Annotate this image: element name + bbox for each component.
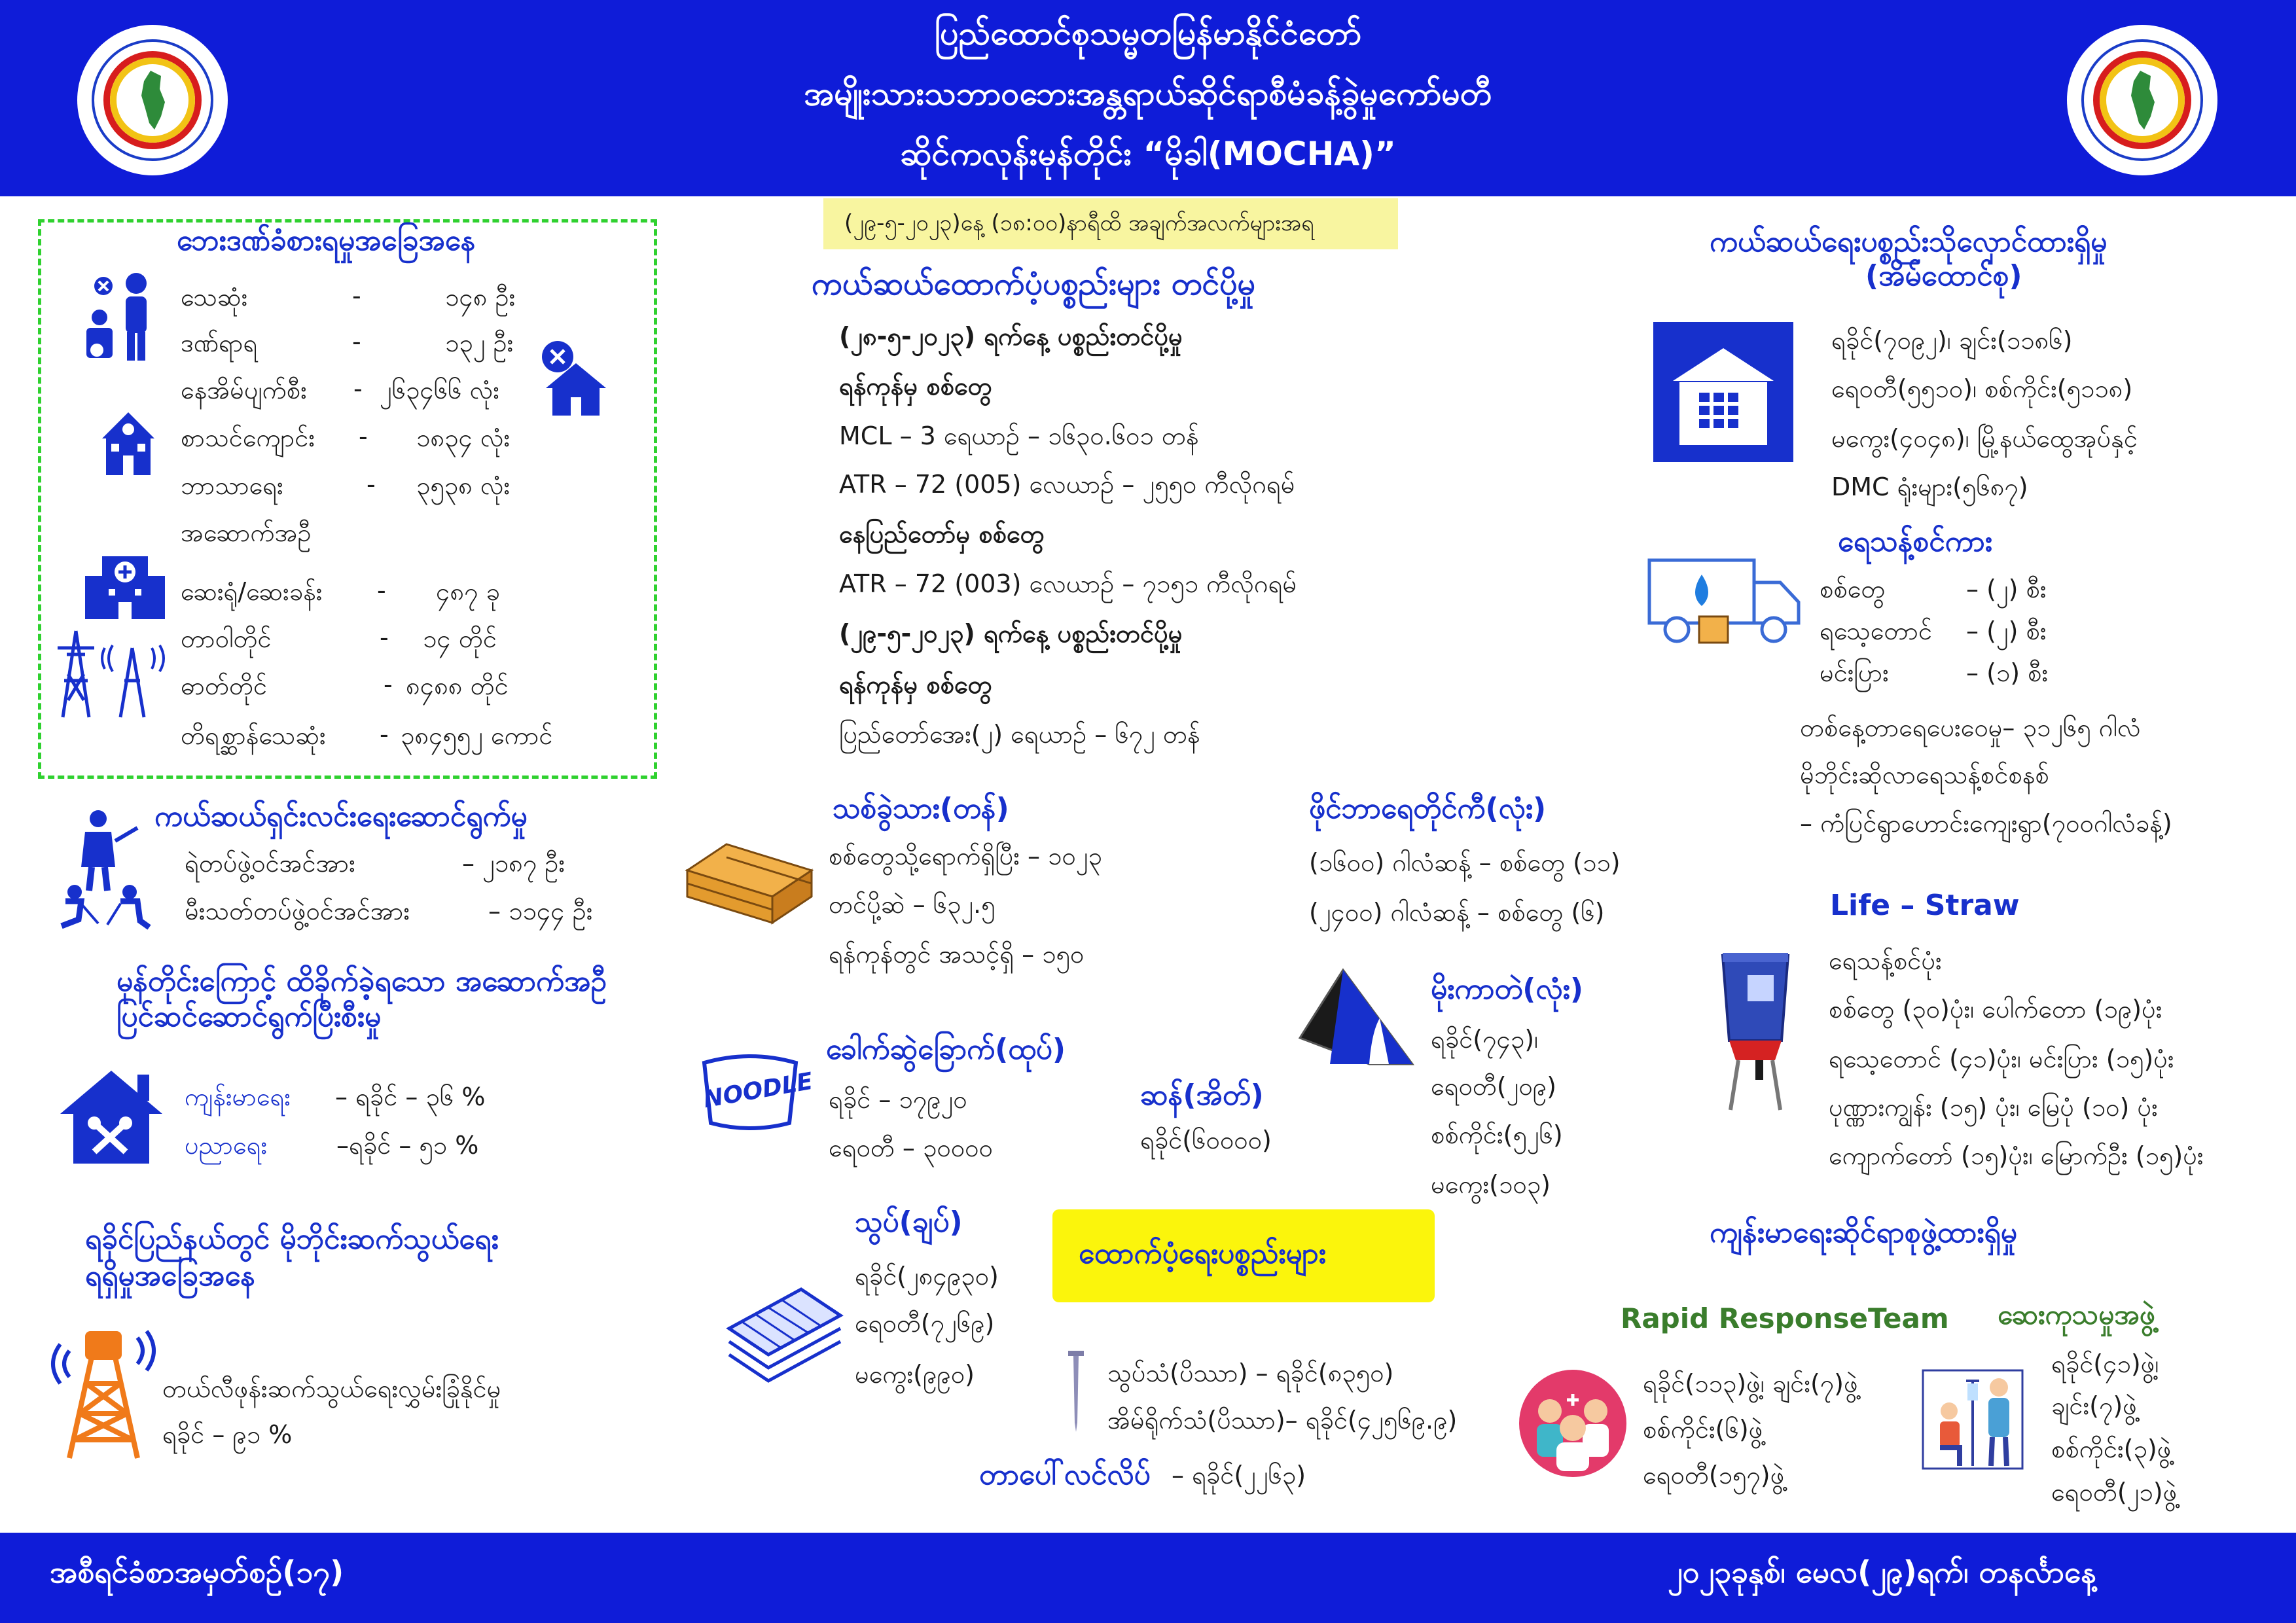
damage-label: တာဝါတိုင် — [181, 624, 272, 653]
damage-label: ဆေးရုံ/ဆေးခန်း — [181, 577, 323, 606]
repair-value-education: –ရခိုင် – ၅၁ % — [336, 1131, 479, 1160]
warehouse-row: မကွေး(၄၀၄၈)၊ မြို့နယ်ထွေအုပ်နှင့် — [1831, 424, 2138, 453]
lifestraw-row: ကျောက်တော် (၁၅)ပုံး၊ မြောက်ဦး (၁၅)ပုံး — [1829, 1141, 2204, 1170]
water-truck-value: – (၁) စီး — [1966, 658, 2049, 687]
water-truck-label: မင်းပြား — [1820, 658, 1889, 687]
tarp-row: မကွေး(၁၀၃) — [1431, 1170, 1551, 1199]
damage-label: တိရစ္ဆာန်သေဆုံး — [181, 721, 326, 750]
airlift-line: ATR – 72 (003) လေယာဉ် – ၇၁၅၁ ကီလိုဂရမ် — [839, 569, 1297, 598]
repair-label-health: ကျန်းမာရေး — [185, 1082, 291, 1111]
tarp-row: စစ်ကိုင်း(၅၂၆) — [1431, 1120, 1563, 1149]
nail-icon — [1067, 1351, 1086, 1436]
warehouse-row: ရခိုင်(၇၀၉၂)၊ ချင်း(၁၁၈၆) — [1831, 326, 2073, 355]
rescue-title: ကယ်ဆယ်ရှင်းလင်းရေးဆောင်ရွက်မှု — [154, 800, 528, 833]
lifestraw-row: ပုဏ္ဏားကျွန်း (၁၅) ပုံး၊ မြေပုံ (၁၀) ပုံး — [1829, 1093, 2158, 1122]
rice-row: ရခိုင်(၆၀၀၀၀) — [1140, 1126, 1272, 1154]
committee-logo-right — [2067, 25, 2217, 175]
noodle-title: ခေါက်ဆွဲခြောက်(ထုပ်) — [826, 1033, 1066, 1066]
damage-value: ၃၈၄၅၅၂ ကောင် — [401, 721, 553, 750]
telecom-title-line2: ရရှိမှုအခြေအနေ — [85, 1259, 256, 1293]
solar-village-note: – ကံပြင်ရွာဟောင်းကျေးရွာ(၇၀၀ဂါလံခန့်) — [1800, 809, 2172, 838]
rice-title: ဆန်(အိတ်) — [1140, 1079, 1264, 1112]
medical-team-icon — [1517, 1368, 1628, 1479]
rrt-title: Rapid ResponseTeam — [1621, 1302, 1949, 1334]
damage-sep: - — [359, 422, 368, 451]
damage-sep: - — [384, 670, 393, 699]
hospital-icon — [82, 550, 168, 622]
school-icon — [96, 406, 161, 478]
zinc-row: ရခိုင်(၂၈၄၉၃၀) — [855, 1262, 999, 1291]
telecom-line1: တယ်လီဖုန်းဆက်သွယ်ရေးလွှမ်းခြုံနိုင်မှု — [162, 1374, 501, 1403]
destroyed-house-icon — [538, 337, 610, 416]
damage-label: သေဆုံး — [181, 283, 248, 312]
tarp-row: ရေ၀တီ(၂၀၉) — [1431, 1072, 1556, 1101]
warehouse-row: DMC ရုံးများ(၅၆၈၇) — [1831, 473, 2028, 501]
committee-logo-left — [77, 25, 228, 175]
report-number: အစီရင်ခံစာအမှတ်စဉ်(၁၇) — [50, 1554, 344, 1590]
rrt-row: စစ်ကိုင်း(၆)ဖွဲ့ — [1643, 1415, 1763, 1444]
repair-title-line1: မုန်တိုင်းကြောင့် ထိခိုက်ခဲ့ရသော အဆောက်အဦ — [117, 965, 607, 998]
lifestraw-title: Life – Straw — [1830, 889, 2020, 922]
tarpaulin-value: – ရခိုင်(၂၂၆၃) — [1172, 1461, 1306, 1489]
medical-team-row: ချင်း(၇)ဖွဲ့ — [2051, 1391, 2137, 1420]
damage-value: ၄၈၇ ခု — [436, 577, 500, 606]
timber-row: ရန်ကုန်တွင် အသင့်ရှိ – ၁၅၀ — [829, 940, 1085, 969]
header-title-line1: ပြည်ထောင်စုသမ္မတမြန်မာနိုင်ငံတော် — [934, 14, 1362, 52]
damage-value: ၈၄၈၈ တိုင် — [406, 671, 509, 700]
timber-title: သစ်ခွဲသား(တန်) — [833, 792, 1009, 825]
water-truck-icon — [1647, 556, 1804, 648]
zinc-row: ရေ၀တီ(၇၂၆၉) — [855, 1309, 995, 1338]
tanks-title: ဖိုင်ဘာရေတိုင်ကီ(လုံး) — [1309, 792, 1547, 825]
header-title-line2: အမျိုးသားသဘာဝဘေးအန္တရာယ်ဆိုင်ရာစီမံခန့်ခွဲမှုကော်မတီ — [804, 75, 1492, 113]
airlift-line: ရန်ကုန်မှ စစ်တွေ — [839, 670, 992, 699]
damage-label: ဒဏ်ရာရ — [181, 329, 258, 357]
telecom-line2: ရခိုင် – ၉၁ % — [162, 1420, 293, 1449]
timber-row: တင်ပို့ဆဲ – ၆၃၂.၅ — [829, 890, 996, 919]
lifestraw-row: ရေသန့်စင်ပုံး — [1829, 946, 1942, 975]
tarp-title: မိုးကာတဲ(လုံး) — [1431, 972, 1583, 1006]
damage-value: ၃၅၃၈ လုံး — [416, 471, 511, 500]
water-supply-note: တစ်နေ့တာရေပေးဝေမှု– ၃၁၂၆၅ ဂါလံ — [1800, 713, 2141, 742]
header-title-line3: ဆိုင်ကလုန်းမုန်တိုင်း “မိုခါ(MOCHA)” — [900, 135, 1396, 173]
zinc-sheet-icon — [723, 1283, 847, 1381]
lifestraw-row: စစ်တွေ (၃၀)ပုံး၊ ပေါက်တော (၁၉)ပုံး — [1829, 995, 2162, 1024]
damage-label: ဓာတ်တိုင် — [181, 671, 268, 700]
patient-care-icon — [1920, 1368, 2025, 1479]
water-truck-label: ရသေ့တောင် — [1820, 616, 1933, 645]
rescue-label: ရဲတပ်ဖွဲ့ဝင်အင်အား — [185, 849, 355, 878]
solar-system-note: မိုဘိုင်းဆိုလာရေသန့်စင်စနစ် — [1800, 760, 2049, 789]
medical-team-row: စစ်ကိုင်း(၃)ဖွဲ့ — [2051, 1435, 2172, 1463]
damage-sep: - — [377, 576, 386, 605]
damage-label: စာသင်ကျောင်း — [181, 423, 315, 452]
zinc-row: မကွေး(၉၉၀) — [855, 1360, 975, 1389]
damage-sep: - — [352, 327, 361, 356]
zinc-title: သွပ်(ချပ်) — [855, 1205, 963, 1239]
tarp-row: ရခိုင်(၇၄၃)၊ — [1431, 1025, 1539, 1054]
damage-sep: - — [352, 281, 361, 310]
airlift-line: ရန်ကုန်မှ စစ်တွေ — [839, 372, 992, 401]
nail-row: သွပ်သံ(ပိဿာ) – ရခိုင်(၈၃၅၀) — [1107, 1359, 1394, 1387]
tent-icon — [1297, 966, 1415, 1071]
airlift-line: (၂၈-၅-၂၀၂၃) ရက်နေ့ ပစ္စည်းတင်ပို့မှု — [839, 322, 1183, 351]
casualty-icon — [77, 272, 156, 363]
warehouse-title-line1: ကယ်ဆယ်ရေးပစ္စည်းသိုလှောင်ထားရှိမှု — [1710, 225, 2108, 259]
damage-sep: - — [367, 470, 376, 499]
airlift-line: (၂၉-၅-၂၀၂၃) ရက်နေ့ ပစ္စည်းတင်ပို့မှု — [839, 619, 1183, 648]
damage-label: အဆောက်အဦ — [181, 518, 312, 547]
water-truck-value: – (၂) စီး — [1966, 575, 2047, 603]
timber-icon — [681, 831, 818, 929]
tarpaulin-title: တာပေါ်လင်လိပ် — [979, 1458, 1151, 1491]
medical-team-row: ရခိုင်(၄၁)ဖွဲ့၊ — [2051, 1349, 2159, 1378]
relief-items-label: ထောက်ပံ့ရေးပစ္စည်းများ — [1079, 1237, 1326, 1270]
airlift-title: ကယ်ဆယ်ထောက်ပံ့ပစ္စည်းများ တင်ပို့မှု — [812, 266, 1255, 302]
repair-house-icon — [60, 1068, 165, 1166]
repair-label-education: ပညာရေး — [185, 1131, 268, 1160]
cell-tower-icon — [50, 1318, 168, 1462]
airlift-line: နေပြည်တော်မှ စစ်တွေ — [839, 520, 1045, 548]
water-truck-value: – (၂) စီး — [1966, 616, 2047, 645]
warehouse-title-line2: (အိမ်ထောင်စု) — [1865, 259, 2022, 293]
rescue-value: – ၂၁၈၇ ဦး — [462, 849, 565, 878]
date-note: (၂၉-၅-၂၀၂၃)နေ့ (၁၈:၀၀)နာရီထိ အချက်အလက်များအရ — [844, 210, 1314, 236]
water-truck-title: ရေသန့်စင်ကား — [1838, 525, 1992, 558]
damage-label: နေအိမ်ပျက်စီး — [181, 376, 307, 404]
report-date: ၂၀၂၃ခုနှစ်၊ မေလ(၂၉)ရက်၊ တနင်္လာနေ့ — [1668, 1554, 2096, 1590]
power-tower-icon — [54, 628, 158, 720]
lifestraw-row: ရသေ့တောင် (၄၁)ပုံး၊ မင်းပြား (၁၅)ပုံး — [1829, 1044, 2174, 1073]
rrt-row: ရခိုင်(၁၁၃)ဖွဲ့၊ ချင်း(၇)ဖွဲ့ — [1643, 1369, 1858, 1398]
medical-team-row: ရေ၀တီ(၂၁)ဖွဲ့ — [2051, 1478, 2178, 1507]
airlift-line: MCL – 3 ရေယာဉ် – ၁၆၃၀.၆၀၁ တန် — [839, 421, 1199, 450]
water-truck-label: စစ်တွေ — [1820, 575, 1886, 603]
repair-title-line2: ပြင်ဆင်ဆောင်ရွက်ပြီးစီးမှု — [117, 1000, 382, 1033]
warehouse-row: ရေ၀တီ(၅၅၁၀)၊ စစ်ကိုင်း(၅၁၁၈) — [1831, 374, 2133, 403]
damage-title: ဘေးဒဏ်ခံစားရမှုအခြေအနေ — [177, 224, 476, 257]
warehouse-icon — [1653, 322, 1793, 462]
noodle-icon-label: NOODLE — [701, 1067, 816, 1114]
timber-row: စစ်တွေသို့ရောက်ရှိပြီး – ၁၀၂၃ — [829, 842, 1102, 870]
damage-value: ၂၆၃၄၆၆ လုံး — [380, 376, 499, 404]
rescue-label: မီးသတ်တပ်ဖွဲ့ဝင်အင်အား — [185, 897, 410, 925]
damage-sep: - — [380, 720, 389, 749]
airlift-line: ATR – 72 (005) လေယာဉ် – ၂၅၅၀ ကီလိုဂရမ် — [839, 470, 1295, 499]
rescue-value: – ၁၁၄၄ ဦး — [488, 897, 593, 925]
lifestraw-bucket-icon — [1710, 949, 1801, 1113]
rescue-workers-icon — [52, 808, 157, 933]
damage-value: ၁၃၂ ဦး — [445, 329, 514, 357]
health-teams-title: ကျန်းမာရေးဆိုင်ရာစုဖွဲ့ထားရှိမှု — [1710, 1216, 2017, 1249]
damage-sep: - — [353, 374, 363, 403]
damage-value: ၁၈၃၄ လုံး — [416, 423, 511, 452]
medical-team-title: ဆေးကုသမှုအဖွဲ့ — [1998, 1298, 2155, 1330]
noodle-row: ရေ၀တီ – ၃၀၀၀၀ — [829, 1133, 993, 1162]
damage-value: ၁၄၈ ဦး — [445, 283, 516, 312]
airlift-line: ပြည်တော်အေး(၂) ရေယာဉ် – ၆၇၂ တန် — [839, 720, 1200, 749]
damage-value: ၁၄ တိုင် — [423, 624, 497, 653]
tank-row: (၁၆၀၀) ဂါလံဆန့် – စစ်တွေ (၁၁) — [1309, 848, 1621, 877]
tank-row: (၂၄၀၀) ဂါလံဆန့် – စစ်တွေ (၆) — [1309, 898, 1605, 927]
repair-value-health: – ရခိုင် – ၃၆ % — [335, 1082, 486, 1111]
nail-row: အိမ်ရိုက်သံ(ပိဿာ)– ရခိုင်(၄၂၅၆၉.၉) — [1107, 1406, 1458, 1435]
damage-label: ဘာသာရေး — [181, 471, 283, 500]
damage-sep: - — [380, 623, 389, 652]
noodle-row: ရခိုင် – ၁၇၉၂၀ — [829, 1085, 967, 1114]
telecom-title-line1: ရခိုင်ပြည်နယ်တွင် မိုဘိုင်းဆက်သွယ်ရေး — [85, 1222, 499, 1256]
rrt-row: ရေ၀တီ(၁၅၇)ဖွဲ့ — [1643, 1461, 1785, 1489]
